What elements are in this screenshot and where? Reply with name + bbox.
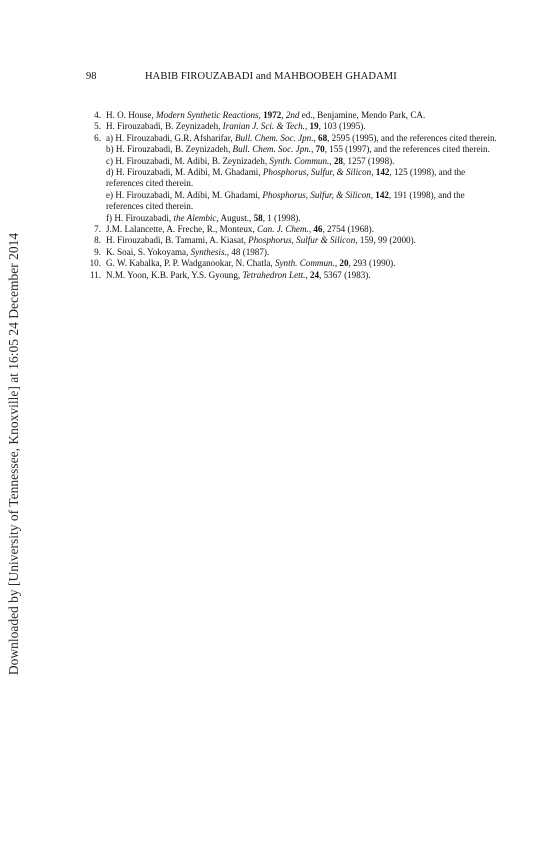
reference-entry (106, 156, 498, 167)
volume-number: 70 (315, 144, 325, 155)
reference-text: , August., (216, 212, 254, 223)
journal-title: Modern Synthetic Reactions (156, 110, 259, 120)
journal-title: Bull. Chem. Soc. Jpn. (234, 132, 314, 143)
reference-entry (106, 190, 498, 213)
reference-item (84, 235, 498, 246)
reference-text: , (371, 167, 376, 178)
reference-text: , 2754 (1968). (322, 224, 374, 235)
running-head: HABIB FIROUZABADI and MAHBOOBEH GHADAMI (145, 71, 397, 82)
page-number: 98 (86, 71, 97, 82)
reference-entry (106, 247, 498, 258)
reference-item (84, 121, 498, 132)
reference-item (84, 270, 498, 281)
reference-number: 6. (94, 132, 101, 143)
journal-title: Synthesis (190, 246, 225, 257)
journal-title: Iranian J. Sci. & Tech. (222, 121, 305, 132)
reference-text: ., 48 (1987). (224, 246, 270, 257)
reference-text: K. Soai, S. Yokoyama, (106, 246, 191, 257)
journal-title: Bull. Chem. Soc. Jpn. (232, 144, 312, 155)
reference-item (84, 224, 498, 235)
reference-entry (106, 110, 498, 121)
volume-number: 28 (333, 155, 343, 166)
reference-text: , (258, 110, 264, 120)
reference-text: , (281, 110, 286, 120)
reference-text: H. Firouzabadi, B. Tamami, A. Kiasat, (106, 235, 249, 246)
reference-text: , (305, 269, 310, 280)
reference-item (84, 110, 498, 121)
reference-text: , 159, 99 (2000). (355, 235, 416, 246)
reference-entry (106, 224, 498, 235)
reference-text: , (313, 132, 319, 143)
reference-text: H. Firouzabadi, B. Zeynizadeh, (106, 121, 223, 132)
reference-number: 4. (94, 110, 101, 120)
reference-text: d) H. Firouzabadi, M. Adibi, M. Ghadami, (106, 167, 263, 178)
reference-entry (106, 235, 498, 246)
volume-number: 24 (309, 269, 320, 280)
reference-item (84, 258, 498, 269)
reference-text: , (334, 258, 340, 269)
reference-entry (106, 270, 498, 281)
journal-title: Phosphorus, Sulfur & Silicon (248, 235, 356, 246)
reference-item (84, 133, 498, 224)
reference-text: e) H. Firouzabadi, M. Adibi, M. Ghadami, (106, 189, 263, 200)
reference-number: 9. (94, 246, 101, 257)
reference-entry (106, 121, 498, 132)
reference-text: N.M. Yoon, K.B. Park, Y.S. Gyoung, (106, 269, 243, 280)
reference-item (84, 247, 498, 258)
volume-number: 142 (375, 189, 389, 200)
reference-text: , 103 (1995). (318, 121, 366, 132)
reference-text: ed., Benjamine, Mendo Park, CA. (299, 110, 426, 120)
reference-entry (106, 213, 498, 224)
reference-number: 11. (89, 269, 101, 280)
reference-text: , 1257 (1998). (342, 155, 395, 166)
reference-text: J.M. Lalancette, A. Freche, R., Monteux, (106, 224, 258, 235)
journal-title: Synth. Commun. (269, 155, 330, 166)
reference-text: , 2595 (1995), and the references cited therein. (327, 132, 497, 143)
journal-title: Phosphorus, Sulfur, & Silicon (262, 167, 372, 178)
reference-list (84, 110, 498, 281)
volume-number: 68 (318, 132, 328, 143)
reference-text: , (308, 224, 314, 235)
reference-number: 5. (94, 121, 101, 132)
reference-text: H. O. House, (106, 110, 157, 120)
reference-text: , 5367 (1983). (319, 269, 371, 280)
volume-number: 1972 (263, 110, 282, 120)
reference-text: c) H. Firouzabadi, M. Adibi, B. Zeynizadeh, (106, 155, 270, 166)
page-header (86, 70, 506, 84)
reference-entry (106, 133, 498, 144)
reference-number: 10. (89, 258, 101, 269)
download-watermark: Downloaded by [University of Tennessee, Knoxville] at 16:05 24 December 2014 (6, 232, 21, 676)
volume-number: 142 (375, 167, 390, 178)
reference-text: G. W. Kabalka, P. P. Wadganookar, N. Chatla, (106, 258, 275, 269)
reference-text: , 191 (1998), and the references cited therein. (106, 189, 465, 212)
reference-number: 7. (94, 224, 101, 235)
reference-text: a) H. Firouzabadi, G.R. Afsharifar, (106, 132, 235, 143)
reference-text: , (304, 121, 310, 132)
reference-number: 8. (94, 235, 101, 246)
reference-text: , 1 (1998). (262, 212, 301, 223)
volume-number: 58 (253, 212, 263, 223)
journal-title: the Alembic (173, 212, 217, 223)
volume-number: 46 (313, 224, 323, 235)
volume-number: 19 (309, 121, 319, 132)
journal-title: Tetrahedron Lett. (242, 269, 306, 280)
journal-title: 2nd (285, 110, 300, 120)
reference-text: , 125 (1998), and the references cited therein. (106, 167, 466, 189)
reference-text: , (370, 189, 376, 200)
journal-title: Can. J. Chem. (257, 224, 309, 235)
volume-number: 20 (339, 258, 349, 269)
reference-text: , 155 (1997), and the references cited therein. (324, 144, 490, 155)
reference-text: f) H. Firouzabadi, (106, 212, 174, 223)
reference-entry (106, 144, 498, 155)
reference-entry (106, 167, 498, 190)
reference-text: , (311, 144, 316, 155)
reference-text: b) H. Firouzabadi, B. Zeynizadeh, (106, 144, 233, 155)
reference-text: , (329, 155, 334, 166)
reference-entry (106, 258, 498, 269)
journal-title: Synth. Commun. (274, 258, 335, 269)
journal-title: Phosphorus, Sulfur, & Silicon (262, 189, 371, 200)
reference-text: , 293 (1990). (348, 258, 396, 269)
